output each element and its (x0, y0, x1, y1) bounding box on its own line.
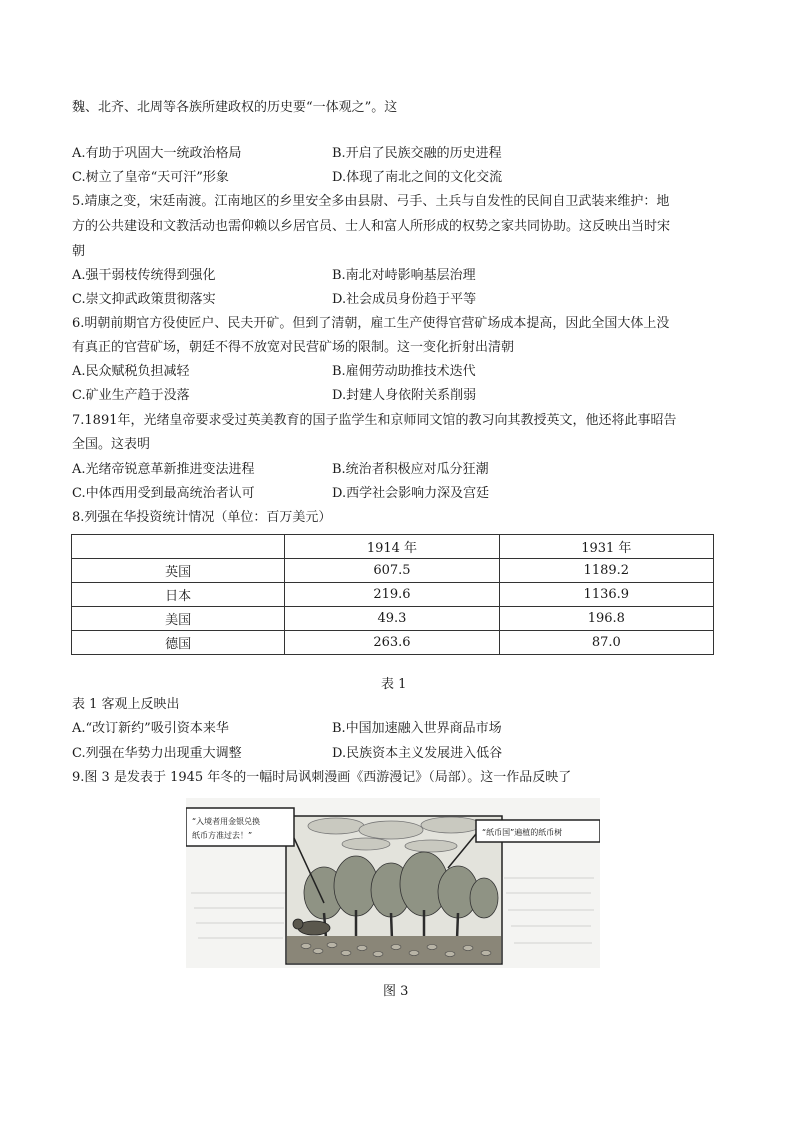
q5-stem-line-1: 5.靖康之变，宋廷南渡。江南地区的乡里安全多由县尉、弓手、土兵与自发性的民间自卫武装来维护：地 (72, 194, 670, 209)
q8-option-b: B.中国加速融入世界商品市场 (332, 721, 502, 736)
q8-lead: 表 1 客观上反映出 (72, 697, 180, 712)
table-row (72, 583, 714, 607)
q8-option-a: A.“改订新约”吸引资本来华 (72, 721, 229, 736)
table-cell-1931: 1189.2 (499, 559, 713, 583)
q5-option-b: B.南北对峙影响基层治理 (332, 268, 476, 283)
q5-option-a: A.强干弱枝传统得到强化 (72, 268, 216, 283)
left-bubble-line-1: “入境者用金银兑换 (192, 817, 261, 826)
q5-stem-line-3: 朝 (72, 244, 86, 259)
investment-table (71, 534, 714, 655)
table-header-row (72, 535, 714, 559)
table-header-cell (72, 535, 285, 559)
q4-stem: 魏、北齐、北周等各族所建政权的历史要“一体观之”。这 (72, 100, 398, 115)
q6-stem-line-1: 6.明朝前期官方役使匠户、民夫开矿。但到了清朝，雇工生产使得官营矿场成本提高，因此全国大体上没 (72, 316, 670, 331)
q6-option-b: B.雇佣劳动助推技术迭代 (332, 364, 476, 379)
q7-stem-line-1: 7.1891年，光绪皇帝要求受过英美教育的国子监学生和京师同文馆的教习向其教授英文，他还将此事昭告 (72, 413, 677, 428)
q7-stem-line-2: 全国。这表明 (72, 437, 151, 452)
left-bubble-line-2: 纸币方准过去！” (192, 831, 253, 840)
figure-caption: 图 3 (383, 984, 409, 999)
q4-option-b: B.开启了民族交融的历史进程 (332, 146, 502, 161)
satire-cartoon-image (186, 798, 600, 968)
table-cell-country: 英国 (72, 559, 285, 583)
q6-option-c: C.矿业生产趋于没落 (72, 388, 190, 403)
table-cell-country: 日本 (72, 583, 285, 607)
table-caption: 表 1 (381, 677, 407, 692)
table-cell-1914: 219.6 (285, 583, 499, 607)
table-row (72, 631, 714, 655)
q8-stem: 8.列强在华投资统计情况（单位：百万美元） (72, 510, 332, 525)
q9-stem: 9.图 3 是发表于 1945 年冬的一幅时局讽刺漫画《西游漫记》（局部）。这一作品反映了 (72, 770, 572, 785)
q5-option-c: C.崇文抑武政策贯彻落实 (72, 292, 216, 307)
table-cell-1931: 1136.9 (499, 583, 713, 607)
q4-option-c: C.树立了皇帝“天可汗”形象 (72, 170, 229, 185)
table-cell-1914: 49.3 (285, 607, 499, 631)
right-bubble-text: “纸币国”遍植的纸币树 (482, 828, 563, 837)
q8-option-c: C.列强在华势力出现重大调整 (72, 746, 242, 761)
left-speech-box (186, 808, 294, 846)
q4-option-d: D.体现了南北之间的文化交流 (332, 170, 503, 185)
q7-option-d: D.西学社会影响力深及宫廷 (332, 486, 490, 501)
q5-stem-line-2: 方的公共建设和文教活动也需仰赖以乡居官员、士人和富人所形成的权势之家共同协助。这反映出当时宋 (72, 219, 671, 234)
q8-option-d: D.民族资本主义发展进入低谷 (332, 746, 503, 761)
table-header-cell: 1914 年 (285, 535, 499, 559)
q6-option-a: A.民众赋税负担减轻 (72, 364, 190, 379)
table-cell-country: 德国 (72, 631, 285, 655)
q7-option-a: A.光绪帝锐意革新推进变法进程 (72, 462, 255, 477)
q4-option-a: A.有助于巩固大一统政治格局 (72, 146, 242, 161)
q5-option-d: D.社会成员身份趋于平等 (332, 292, 477, 307)
table-cell-country: 美国 (72, 607, 285, 631)
q7-option-c: C.中体西用受到最高统治者认可 (72, 486, 255, 501)
table-cell-1914: 263.6 (285, 631, 499, 655)
table-cell-1931: 196.8 (499, 607, 713, 631)
table-row (72, 559, 714, 583)
q7-option-b: B.统治者积极应对瓜分狂潮 (332, 462, 489, 477)
q6-stem-line-2: 有真正的官营矿场，朝廷不得不放宽对民营矿场的限制。这一变化折射出清朝 (72, 340, 515, 355)
q6-option-d: D.封建人身依附关系削弱 (332, 388, 477, 403)
table-row (72, 607, 714, 631)
table-cell-1931: 87.0 (499, 631, 713, 655)
table-cell-1914: 607.5 (285, 559, 499, 583)
table-header-cell: 1931 年 (499, 535, 713, 559)
